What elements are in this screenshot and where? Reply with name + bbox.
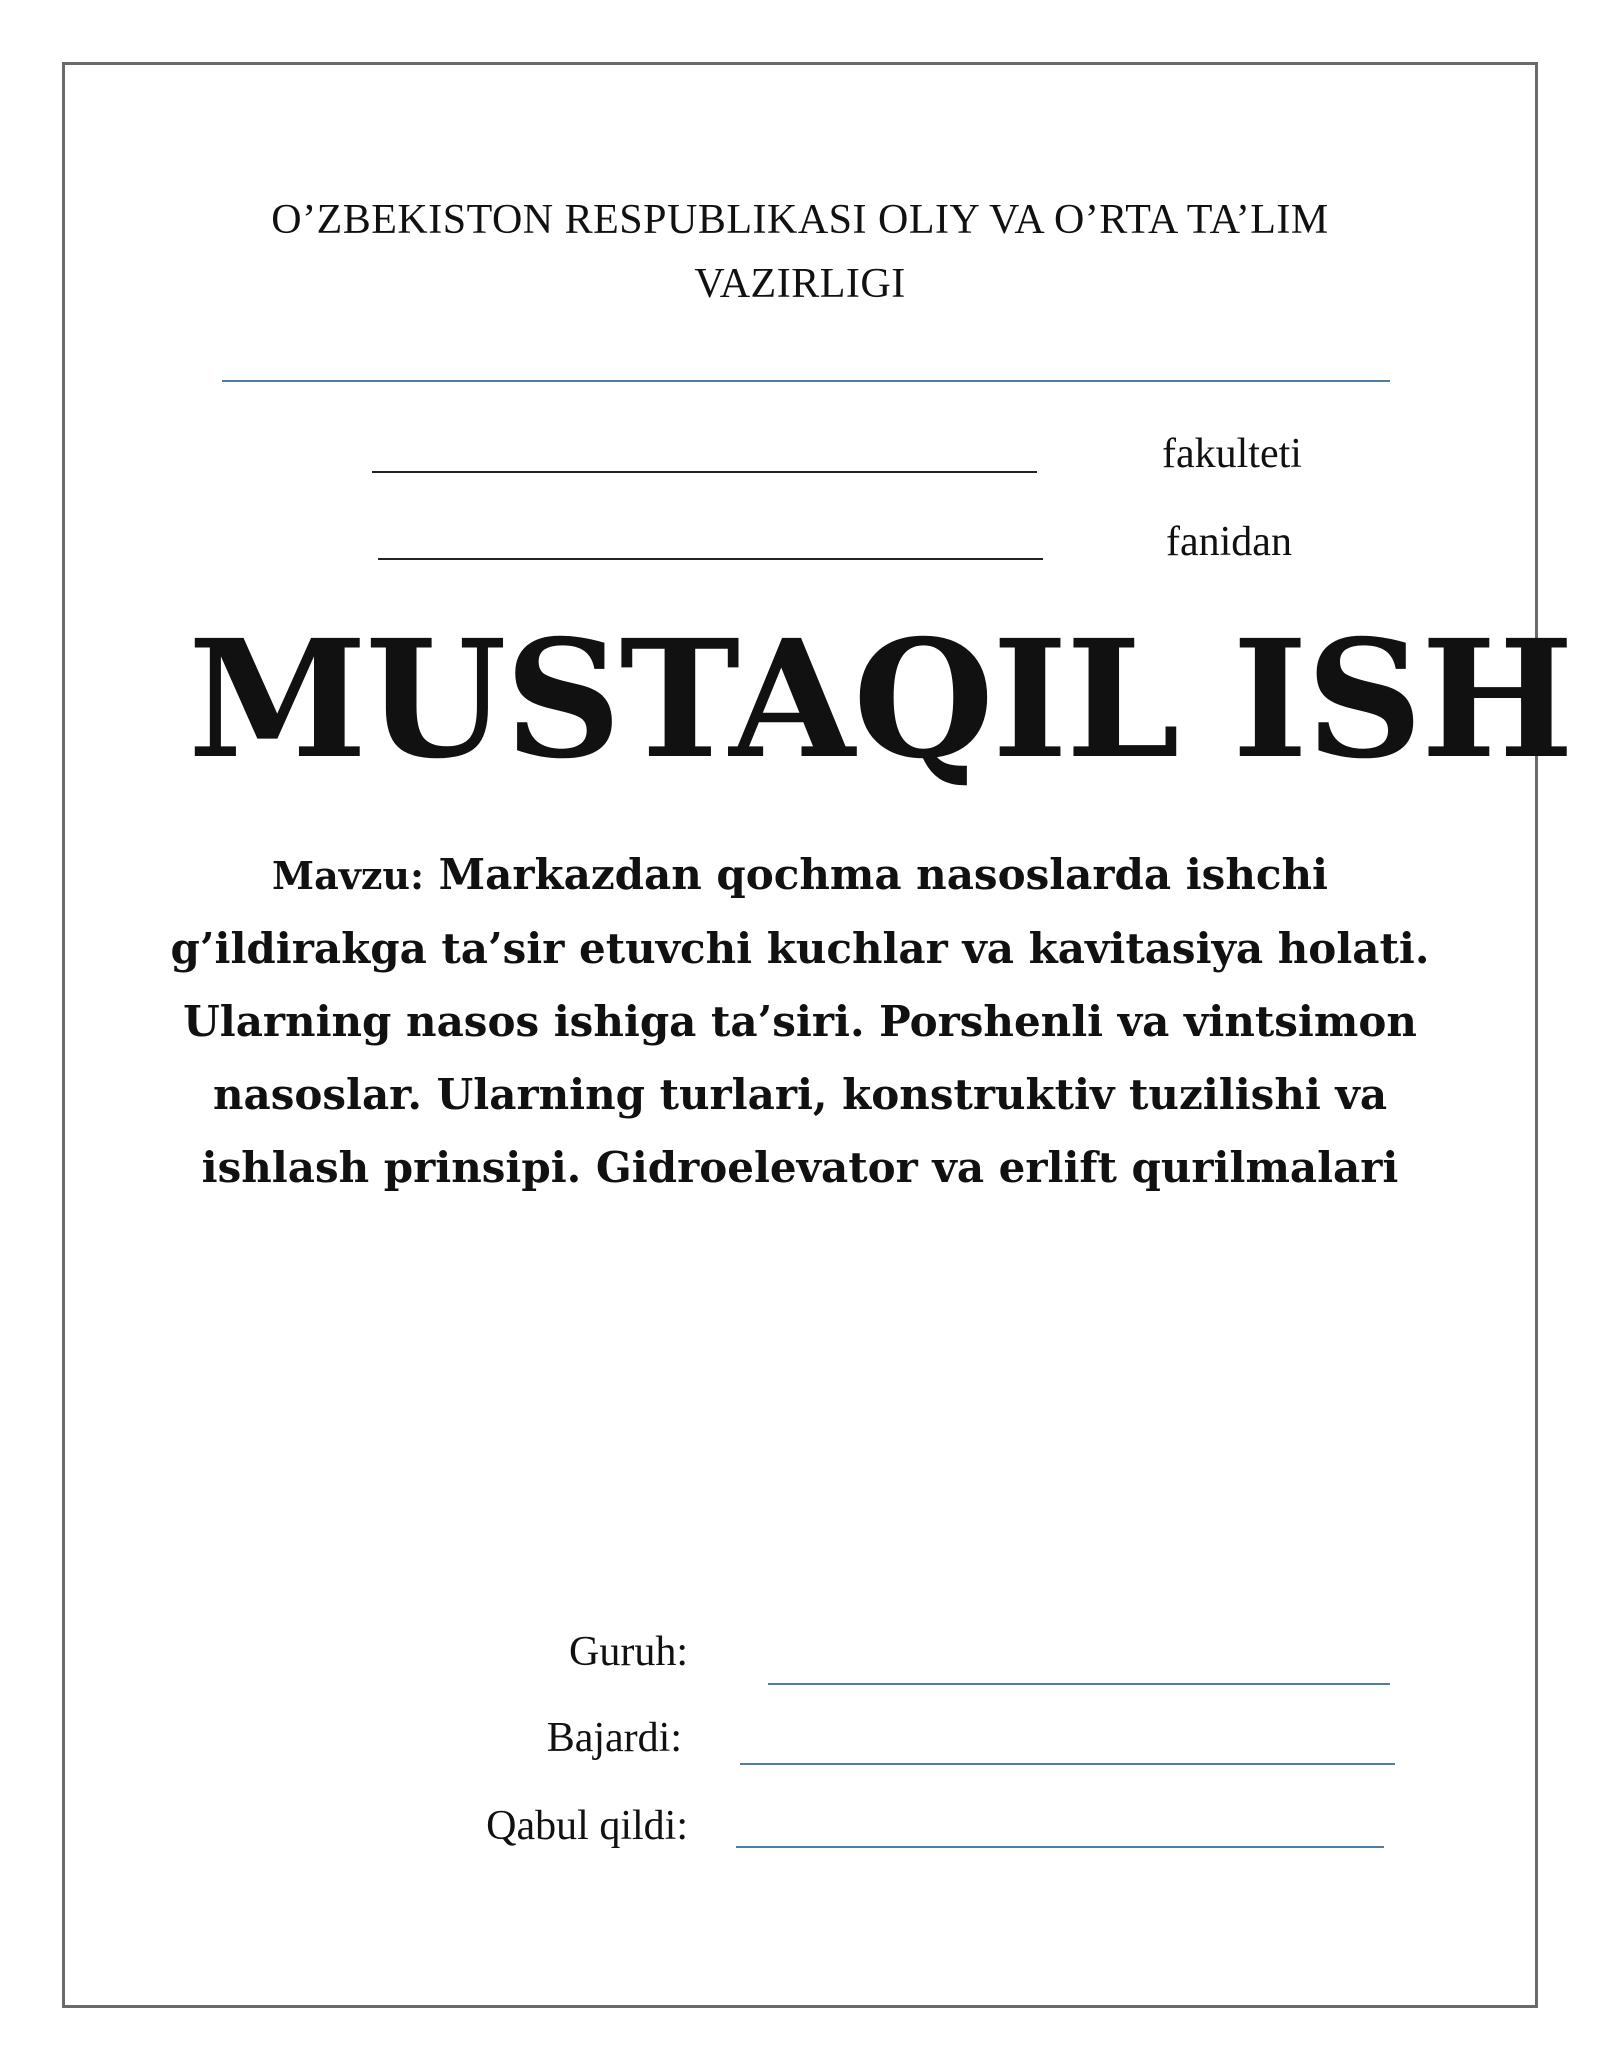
- topic-text: Markazdan qochma nasoslarda ishchi g’ildirakga ta’sir etuvchi kuchlar va kavitasiya holati. Ularning nasos ishiga ta’siri. Porshenli va vintsimon nasoslar. Ularning turlari, konstruktiv tuzilishi va ishlash prinsipi. Gidroelevator va erlift qurilmalari: [170, 850, 1430, 1192]
- done-by-label: Bajardi:: [546, 1715, 682, 1761]
- faculty-blank-line: [372, 471, 1037, 473]
- group-label: Guruh:: [569, 1629, 688, 1675]
- topic-block: [170, 838, 1430, 1204]
- document-title-text: MUSTAQIL ISH: [188, 605, 1573, 795]
- subject-label: fanidan: [1166, 519, 1292, 565]
- group-signature-line: [768, 1683, 1390, 1685]
- subject-blank-line: [378, 558, 1043, 560]
- ministry-line-1: O’ZBEKISTON RESPUBLIKASI OLIY VA O’RTA TA’LIM: [271, 197, 1329, 243]
- accepted-by-signature-line: [736, 1846, 1384, 1848]
- ministry-header: [150, 188, 1450, 316]
- ministry-line-2: VAZIRLIGI: [694, 261, 906, 307]
- topic-label: Mavzu:: [272, 853, 425, 898]
- header-divider: [222, 380, 1390, 382]
- done-by-signature-line: [740, 1763, 1395, 1765]
- accepted-by-label: Qabul qildi:: [486, 1803, 688, 1849]
- faculty-label: fakulteti: [1162, 431, 1302, 477]
